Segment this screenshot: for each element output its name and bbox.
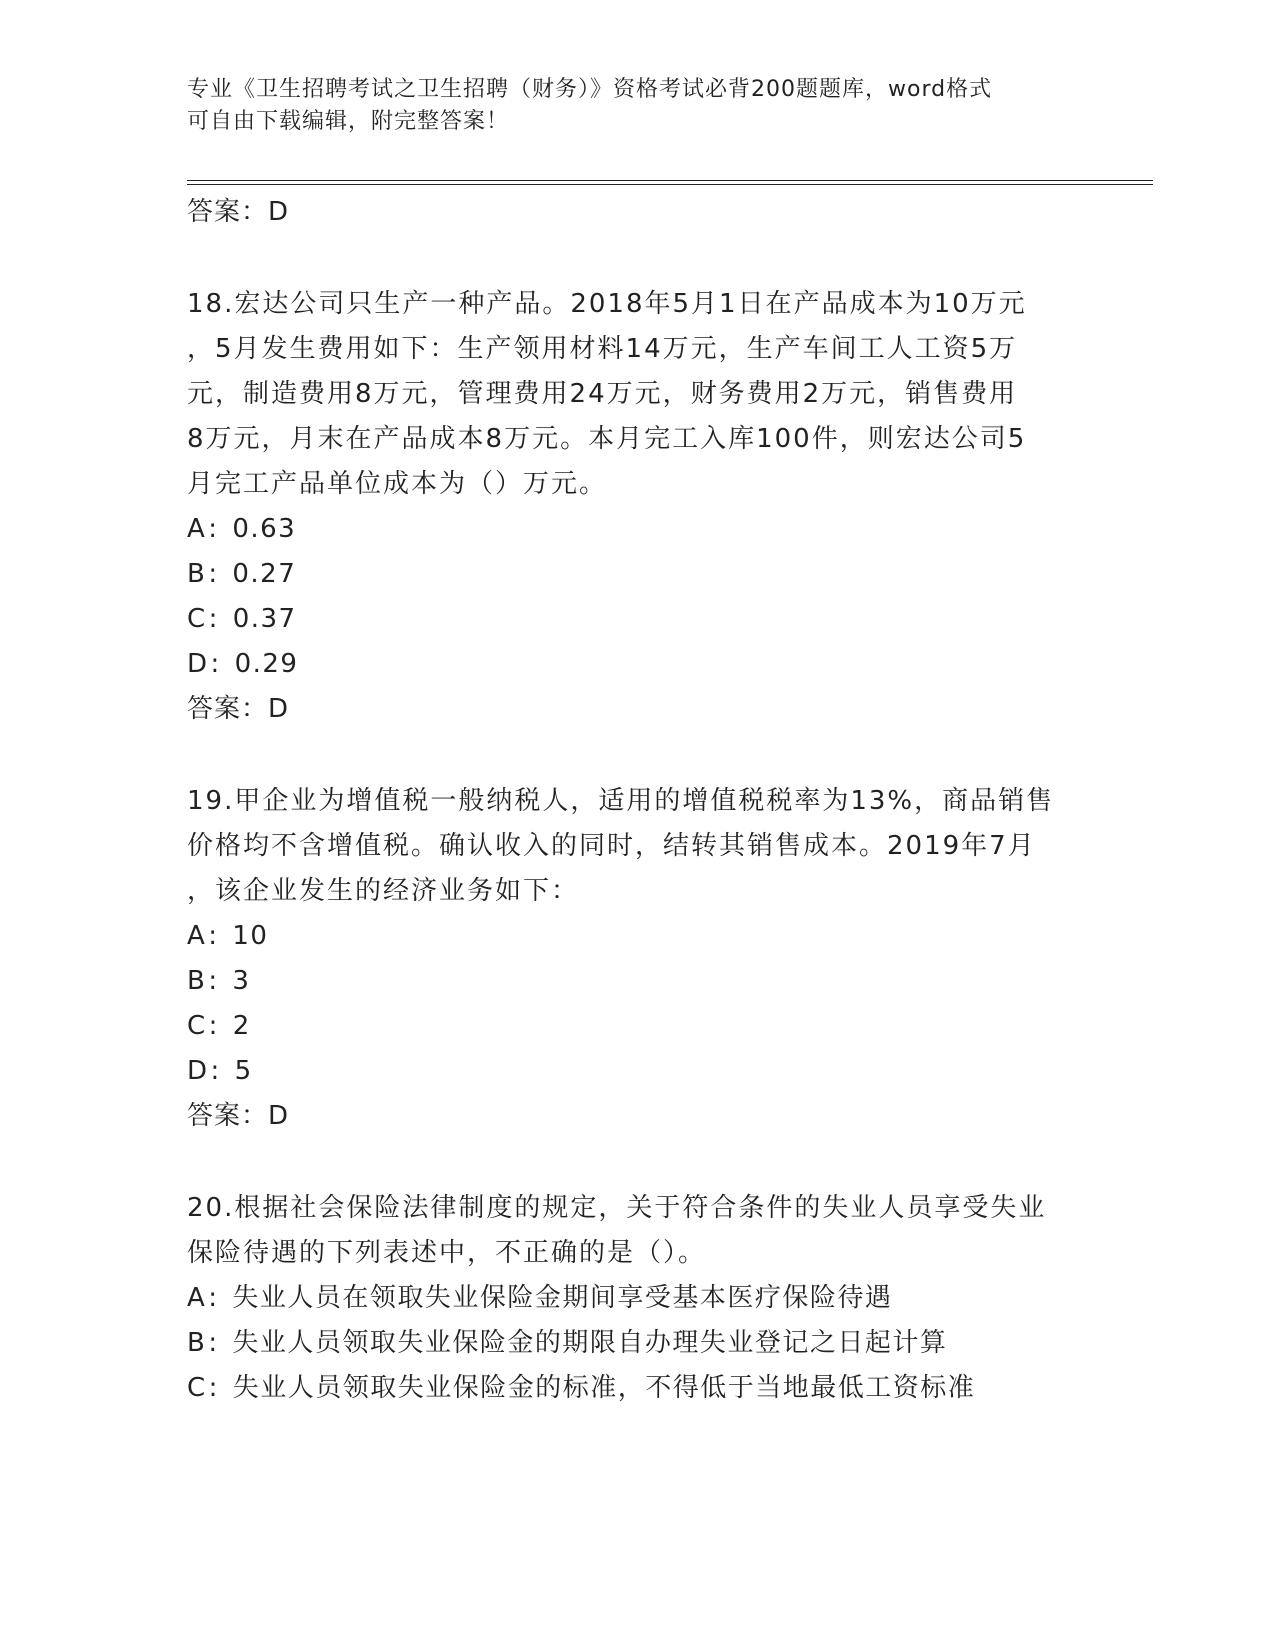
- question-stem-line: 价格均不含增值税。确认收入的同时，结转其销售成本。2019年7月: [187, 831, 1036, 861]
- previous-answer: 答案：D: [187, 197, 290, 227]
- option-key: C: [187, 1373, 207, 1403]
- option-key: A: [187, 921, 207, 951]
- option-a: A: 失业人员在领取失业保险金期间享受基本医疗保险待遇: [187, 1283, 893, 1313]
- option-a: A: 10: [187, 921, 269, 951]
- option-c: C: 失业人员领取失业保险金的标准，不得低于当地最低工资标准: [187, 1373, 976, 1403]
- spacer: [187, 1138, 1087, 1186]
- question-stem-line: 保险待遇的下列表述中，不正确的是（）。: [187, 1238, 707, 1268]
- option-b: B: 3: [187, 966, 251, 996]
- option-d: D: 5: [187, 1056, 253, 1086]
- question-answer: 答案：D: [187, 694, 290, 724]
- document-header: [187, 74, 1067, 138]
- option-key: C: [187, 604, 207, 634]
- option-key: B: [187, 559, 207, 589]
- document-body: [187, 190, 1087, 1411]
- question-20: [187, 1186, 1087, 1411]
- option-c: C: 2: [187, 1011, 251, 1041]
- option-key: B: [187, 966, 207, 996]
- option-b: B: 失业人员领取失业保险金的期限自办理失业登记之日起计算: [187, 1328, 948, 1358]
- option-text: 3: [232, 966, 251, 996]
- option-text: 失业人员领取失业保险金的期限自办理失业登记之日起计算: [232, 1328, 948, 1358]
- option-key: D: [187, 649, 209, 679]
- question-stem-line: ，5月发生费用如下：生产领用材料14万元，生产车间工人工资5万: [187, 334, 1018, 364]
- question-18: [187, 282, 1087, 731]
- option-text: 0.29: [234, 649, 299, 679]
- question-stem-line: 元，制造费用8万元，管理费用24万元，财务费用2万元，销售费用: [187, 379, 1018, 409]
- option-text: 0.37: [232, 604, 297, 634]
- header-title-line-2: 可自由下载编辑，附完整答案！: [187, 109, 510, 134]
- question-stem-line: ，该企业发生的经济业务如下：: [187, 876, 580, 906]
- option-key: C: [187, 1011, 207, 1041]
- spacer: [187, 234, 1087, 282]
- option-d: D: 0.29: [187, 649, 299, 679]
- option-a: A: 0.63: [187, 514, 297, 544]
- option-key: A: [187, 514, 207, 544]
- option-key: B: [187, 1328, 207, 1358]
- option-text: 失业人员领取失业保险金的标准，不得低于当地最低工资标准: [232, 1373, 976, 1403]
- option-text: 0.63: [232, 514, 297, 544]
- question-stem-line: 20.根据社会保险法律制度的规定，关于符合条件的失业人员享受失业: [187, 1193, 1047, 1223]
- option-text: 5: [234, 1056, 253, 1086]
- option-key: D: [187, 1056, 209, 1086]
- header-title-line-1: 专业《卫生招聘考试之卫生招聘（财务）》资格考试必背200题题库，word格式: [187, 77, 993, 102]
- option-text: 失业人员在领取失业保险金期间享受基本医疗保险待遇: [232, 1283, 893, 1313]
- question-stem-line: 8万元，月末在产品成本8万元。本月完工入库100件，则宏达公司5: [187, 424, 1027, 454]
- question-answer: 答案：D: [187, 1101, 290, 1131]
- option-c: C: 0.37: [187, 604, 297, 634]
- question-stem-line: 月完工产品单位成本为（）万元。: [187, 469, 608, 499]
- header-divider-bottom: [187, 184, 1153, 185]
- question-stem-line: 18.宏达公司只生产一种产品。2018年5月1日在产品成本为10万元: [187, 289, 1027, 319]
- question-stem-line: 19.甲企业为增值税一般纳税人，适用的增值税税率为13%，商品销售: [187, 786, 1055, 816]
- option-key: A: [187, 1283, 207, 1313]
- header-divider-top: [187, 180, 1153, 181]
- question-19: [187, 779, 1087, 1138]
- option-b: B: 0.27: [187, 559, 297, 589]
- option-text: 0.27: [232, 559, 297, 589]
- spacer: [187, 731, 1087, 779]
- option-text: 10: [232, 921, 269, 951]
- option-text: 2: [232, 1011, 251, 1041]
